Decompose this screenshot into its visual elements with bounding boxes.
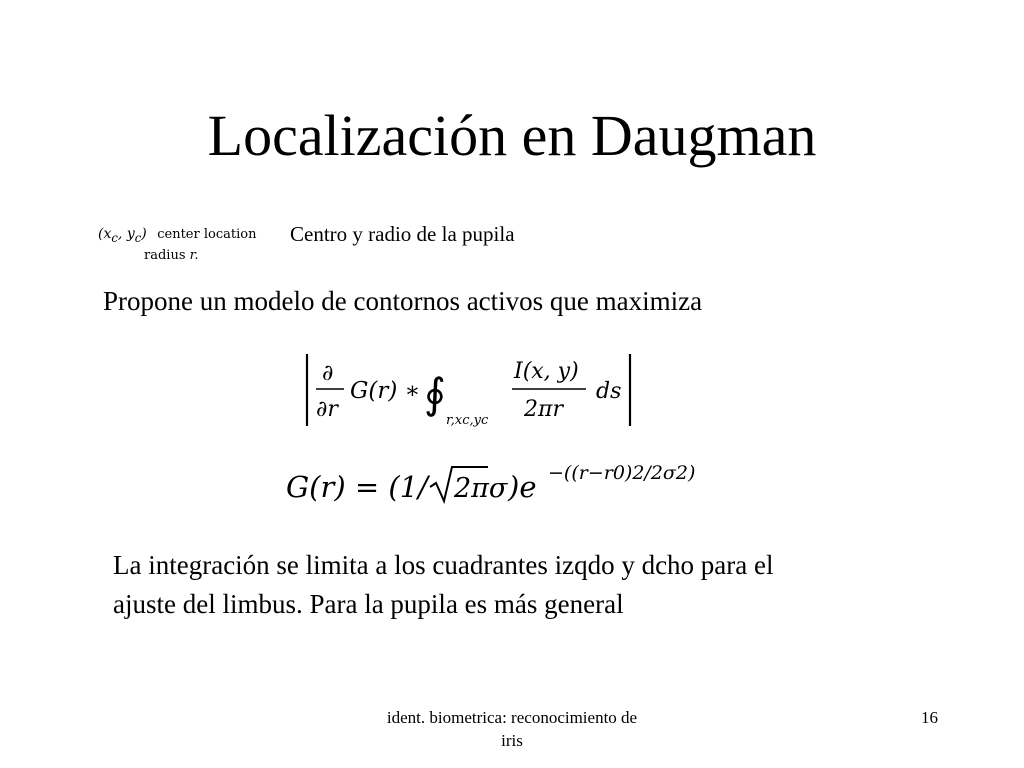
integro-differential-operator [300,348,650,440]
fraction-denominator: 2πr [524,397,563,422]
body-paragraph [113,546,973,624]
partial-numerator: ∂ [322,361,334,386]
footer-text [352,706,672,752]
contour-integral-sign: ∮ [424,369,446,418]
gaussian-definition [282,455,738,511]
integral-limits: r,xc,yc [446,413,489,428]
gaussian-term: G(r) ∗ [350,378,421,404]
partial-denominator: ∂r [316,397,338,422]
body-line: ajuste del limbus. Para la pupila es más general [113,589,624,619]
slide-title: Localización en Daugman [207,103,817,168]
body-line: La integración se limita a los cuadrantes izqdo y dcho para el [113,550,774,580]
pupil-parameters-inset [98,224,278,268]
gaussian-exponent: −((r−r0)2/2σ2) [548,462,696,484]
gaussian-exp-base: )e [508,470,537,504]
sqrt-content: 2πσ [454,473,508,504]
center-location-label: center location [157,227,257,242]
footer-line: iris [501,731,523,750]
center-coordinates-symbol: ($x_c$, $y_c$) [98,226,147,245]
radius-label: radius [144,248,186,263]
inset-caption: Centro y radio de la pupila [290,222,515,246]
intro-text: Propone un modelo de contornos activos que maximiza [103,286,703,316]
fraction-numerator: I(x, y) [514,359,579,384]
differential: ds [596,379,622,404]
page-number: 16 [921,708,938,727]
gaussian-lhs: G(r) = (1/ [286,470,428,504]
footer-line: ident. biometrica: reconocimiento de [386,708,638,727]
radius-symbol: r. [189,248,199,263]
